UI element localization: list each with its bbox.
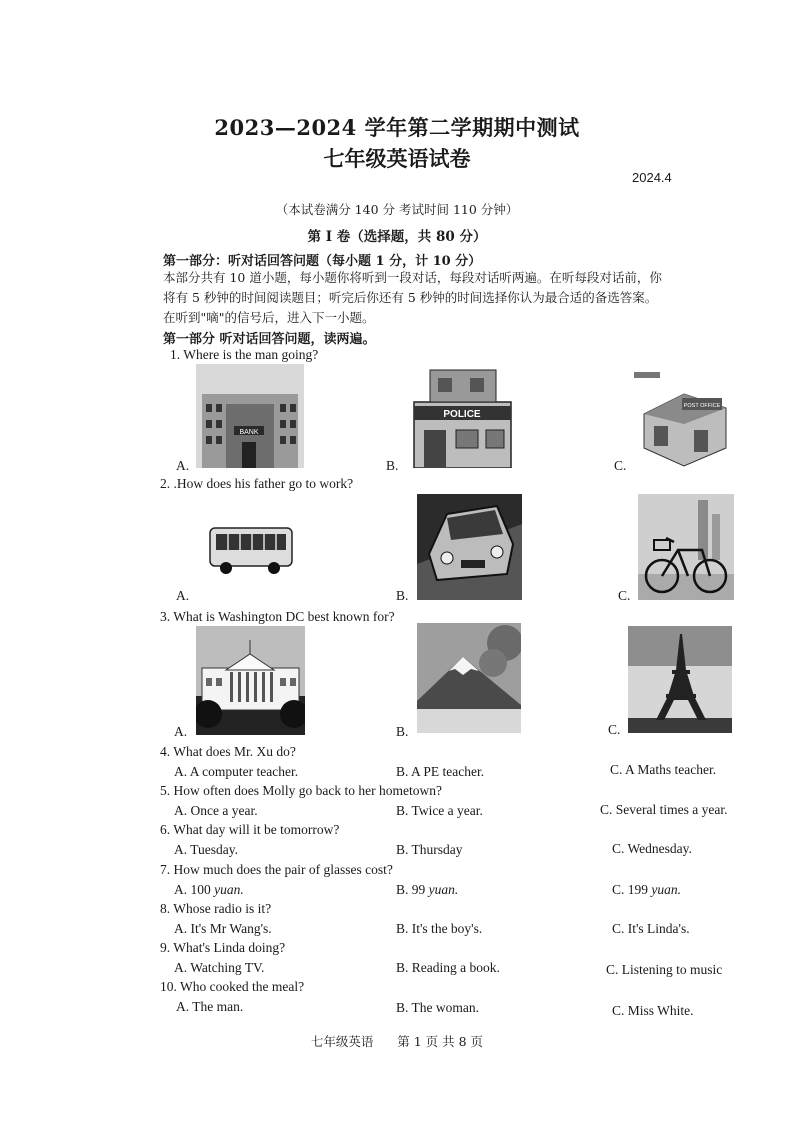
q7-option-a[interactable] <box>174 882 244 898</box>
q7-option-a-value: A. 100 <box>174 882 211 897</box>
instruction-line-3: 在听到"嘀"的信号后，进入下一小题。 <box>163 310 375 325</box>
exam-date: 2024.4 <box>632 170 672 185</box>
question-6: 6. What day will it be tomorrow? <box>160 822 340 837</box>
question-5: 5. How often does Molly go back to her hometown? <box>160 783 442 798</box>
exam-note: （本试卷满分 140 分 考试时间 110 分钟） <box>275 202 519 217</box>
q7-option-c-unit: yuan. <box>651 882 682 897</box>
q4-option-b[interactable]: B. A PE teacher. <box>396 764 485 779</box>
question-4: 4. What does Mr. Xu do? <box>160 744 296 759</box>
bank-building-image <box>196 364 304 468</box>
q5-option-c[interactable]: C. Several times a year. <box>600 802 728 817</box>
volume-heading: 第 I 卷（选择题，共 80 分） <box>307 229 487 245</box>
q10-option-c[interactable]: C. Miss White. <box>612 1003 694 1018</box>
bus-image <box>208 520 294 578</box>
eiffel-tower-image <box>628 626 732 733</box>
q1-option-b[interactable]: B. <box>386 458 399 473</box>
q7-option-c-value: C. 199 <box>612 882 649 897</box>
question-3: 3. What is Washington DC best known for? <box>160 609 395 624</box>
bank-sign: BANK <box>239 429 259 436</box>
q9-option-c[interactable]: C. Listening to music <box>606 962 723 977</box>
white-house-image <box>196 626 305 735</box>
page-footer <box>0 1032 794 1050</box>
q9-option-a[interactable]: A. Watching TV. <box>174 960 265 975</box>
q2-option-c[interactable]: C. <box>618 588 631 603</box>
q3-option-a[interactable]: A. <box>174 724 188 739</box>
question-9: 9. What's Linda doing? <box>160 940 286 955</box>
q7-option-a-unit: yuan. <box>214 882 244 897</box>
part1-subheading: 第一部分 听对话回答问题，读两遍。 <box>163 332 376 347</box>
q4-option-c[interactable]: C. A Maths teacher. <box>610 762 717 777</box>
q6-option-a[interactable]: A. Tuesday. <box>174 842 239 857</box>
q8-option-c[interactable]: C. It's Linda's. <box>612 921 690 936</box>
q1-option-c[interactable]: C. <box>614 458 627 473</box>
question-10: 10. Who cooked the meal? <box>160 979 305 994</box>
q4-option-a[interactable]: A. A computer teacher. <box>174 764 299 779</box>
q7-option-b[interactable] <box>396 882 458 898</box>
q10-option-b[interactable]: B. The woman. <box>396 1000 479 1015</box>
bicycle-image <box>638 494 734 600</box>
q8-option-a[interactable]: A. It's Mr Wang's. <box>174 921 272 936</box>
q7-option-c[interactable] <box>612 882 681 898</box>
q8-option-b[interactable]: B. It's the boy's. <box>396 921 483 936</box>
exam-title: 2023—2024 学年第二学期期中测试 <box>214 115 580 140</box>
footer-page-number: 第 1 页 共 8 页 <box>397 1034 484 1049</box>
q2-option-b[interactable]: B. <box>396 588 409 603</box>
q5-option-a[interactable]: A. Once a year. <box>174 803 258 818</box>
police-sign: POLICE <box>443 409 481 420</box>
car-image <box>417 494 522 600</box>
question-2: 2. .How does his father go to work? <box>160 476 354 491</box>
instruction-line-1: 本部分共有 10 道小题，每小题你将听到一段对话，每段对话听两遍。在听每段对话前，你 <box>163 270 662 285</box>
police-station-image <box>410 364 515 468</box>
q3-option-b[interactable]: B. <box>396 724 409 739</box>
mount-fuji-image <box>417 623 521 733</box>
q2-option-a[interactable]: A. <box>176 588 190 603</box>
q9-option-b[interactable]: B. Reading a book. <box>396 960 500 975</box>
footer-subject: 七年级英语 <box>310 1034 374 1049</box>
exam-subtitle: 七年级英语试卷 <box>323 146 471 171</box>
q6-option-b[interactable]: B. Thursday <box>396 842 463 857</box>
question-7: 7. How much does the pair of glasses cost? <box>160 862 393 877</box>
post-office-sign: POST OFFICE <box>683 403 721 409</box>
question-8: 8. Whose radio is it? <box>160 901 272 916</box>
post-office-image <box>634 368 736 468</box>
question-1: 1. Where is the man going? <box>170 347 319 362</box>
instruction-line-2: 将有 5 秒钟的时间阅读题目；听完后你还有 5 秒钟的时间选择你认为最合适的备选答案。 <box>163 290 658 305</box>
q7-option-b-unit: yuan. <box>428 882 459 897</box>
q7-option-b-value: B. 99 <box>396 882 426 897</box>
q6-option-c[interactable]: C. Wednesday. <box>612 841 692 856</box>
q10-option-a[interactable]: A. The man. <box>176 999 244 1014</box>
part1-heading: 第一部分：听对话回答问题（每小题 1 分，计 10 分） <box>163 254 482 269</box>
q5-option-b[interactable]: B. Twice a year. <box>396 803 483 818</box>
q3-option-c[interactable]: C. <box>608 722 621 737</box>
q1-option-a[interactable]: A. <box>176 458 190 473</box>
